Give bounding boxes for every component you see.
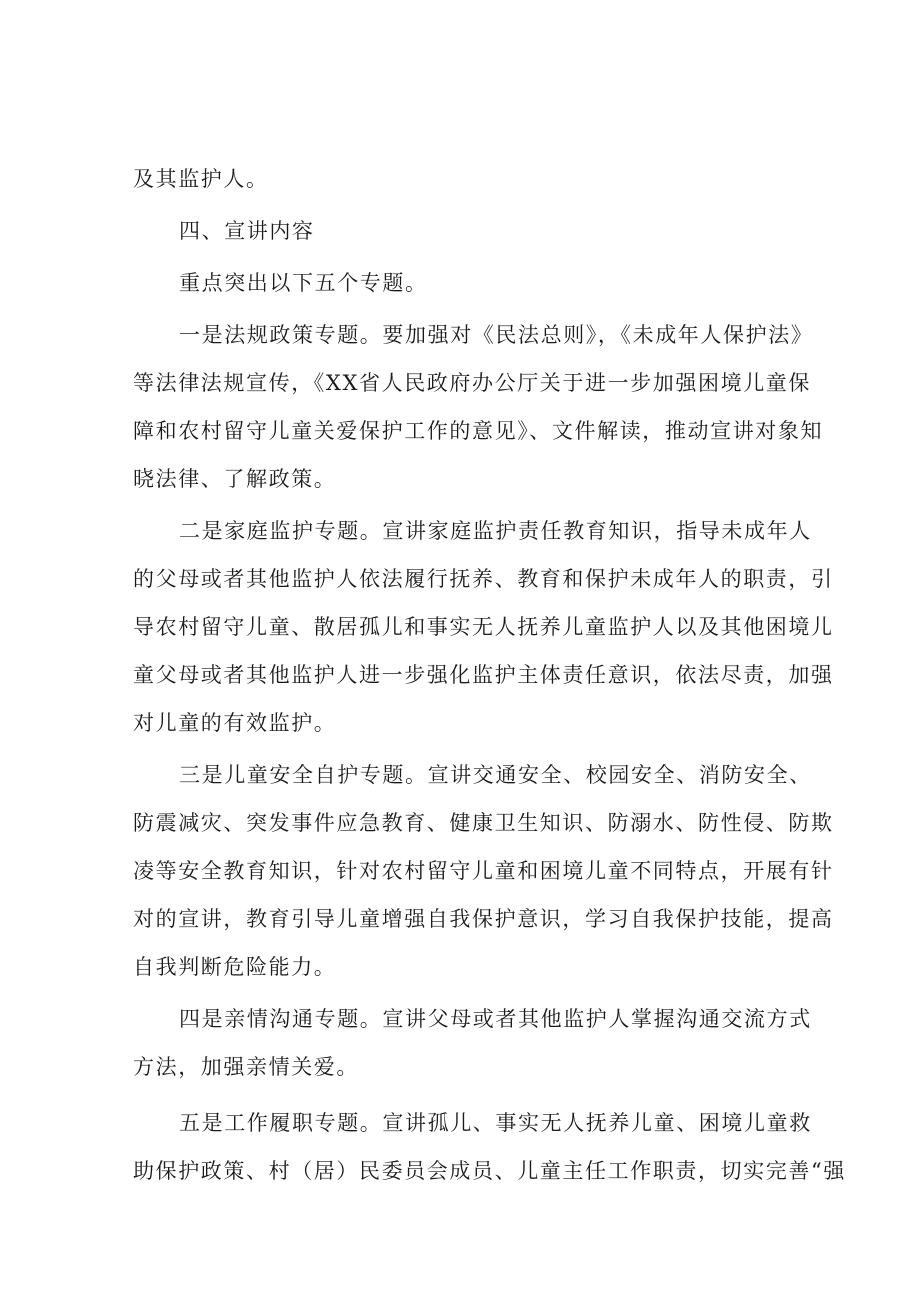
text-line: 等法律法规宣传，《XX省人民政府办公厅关于进一步加强困境儿童保 xyxy=(133,371,811,395)
text-line: 童父母或者其他监护人进一步强化监护主体责任意识，依法尽责，加强 xyxy=(133,663,834,687)
paragraph-continuation xyxy=(133,155,795,203)
text-line: 重点突出以下五个专题。 xyxy=(179,271,428,295)
paragraph-topic-1 xyxy=(133,311,824,503)
paragraph-topic-5 xyxy=(133,1099,846,1195)
text-line: 防震减灾、突发事件应急教育、健康卫生知识、防溺水、防性侵、防欺 xyxy=(133,811,834,835)
text-line: 及其监护人。 xyxy=(133,167,269,191)
text-line: 对儿童的有效监护。 xyxy=(133,711,337,735)
text-line: 一是法规政策专题。要加强对《民法总则》，《未成年人保护法》 xyxy=(179,323,814,347)
text-line: 晓法律、了解政策。 xyxy=(133,467,337,491)
text-line: 自我判断危险能力。 xyxy=(133,955,337,979)
paragraph-topic-4 xyxy=(133,995,812,1091)
text-line: 方法，加强亲情关爱。 xyxy=(133,1055,359,1079)
section-heading xyxy=(133,207,795,255)
paragraph-topic-2 xyxy=(133,507,834,747)
document-body xyxy=(133,155,846,1199)
text-line: 的父母或者其他监护人依法履行抚养、教育和保护未成年人的职责，引 xyxy=(133,567,834,591)
text-line: 五是工作履职专题。宣讲孤儿、事实无人抚养儿童、困境儿童救 xyxy=(179,1111,812,1135)
text-line: 对的宣讲，教育引导儿童增强自我保护意识，学习自我保护技能，提高 xyxy=(133,907,834,931)
section-heading-text: 四、宣讲内容 xyxy=(179,219,315,243)
text-line: 二是家庭监护专题。宣讲家庭监护责任教育知识，指导未成年人 xyxy=(179,519,812,543)
text-line: 四是亲情沟通专题。宣讲父母或者其他监护人掌握沟通交流方式 xyxy=(179,1007,812,1031)
paragraph-intro xyxy=(133,259,795,307)
text-line: 助保护政策、村（居）民委员会成员、儿童主任工作职责，切实完善“强 xyxy=(133,1159,846,1183)
text-line: 三是儿童安全自护专题。宣讲交通安全、校园安全、消防安全、 xyxy=(179,763,812,787)
text-line: 凌等安全教育知识，针对农村留守儿童和困境儿童不同特点，开展有针 xyxy=(133,859,834,883)
paragraph-topic-3 xyxy=(133,751,834,991)
text-line: 障和农村留守儿童关爱保护工作的意见》、文件解读，推动宣讲对象知 xyxy=(133,419,824,443)
text-line: 导农村留守儿童、散居孤儿和事实无人抚养儿童监护人以及其他困境儿 xyxy=(133,615,834,639)
